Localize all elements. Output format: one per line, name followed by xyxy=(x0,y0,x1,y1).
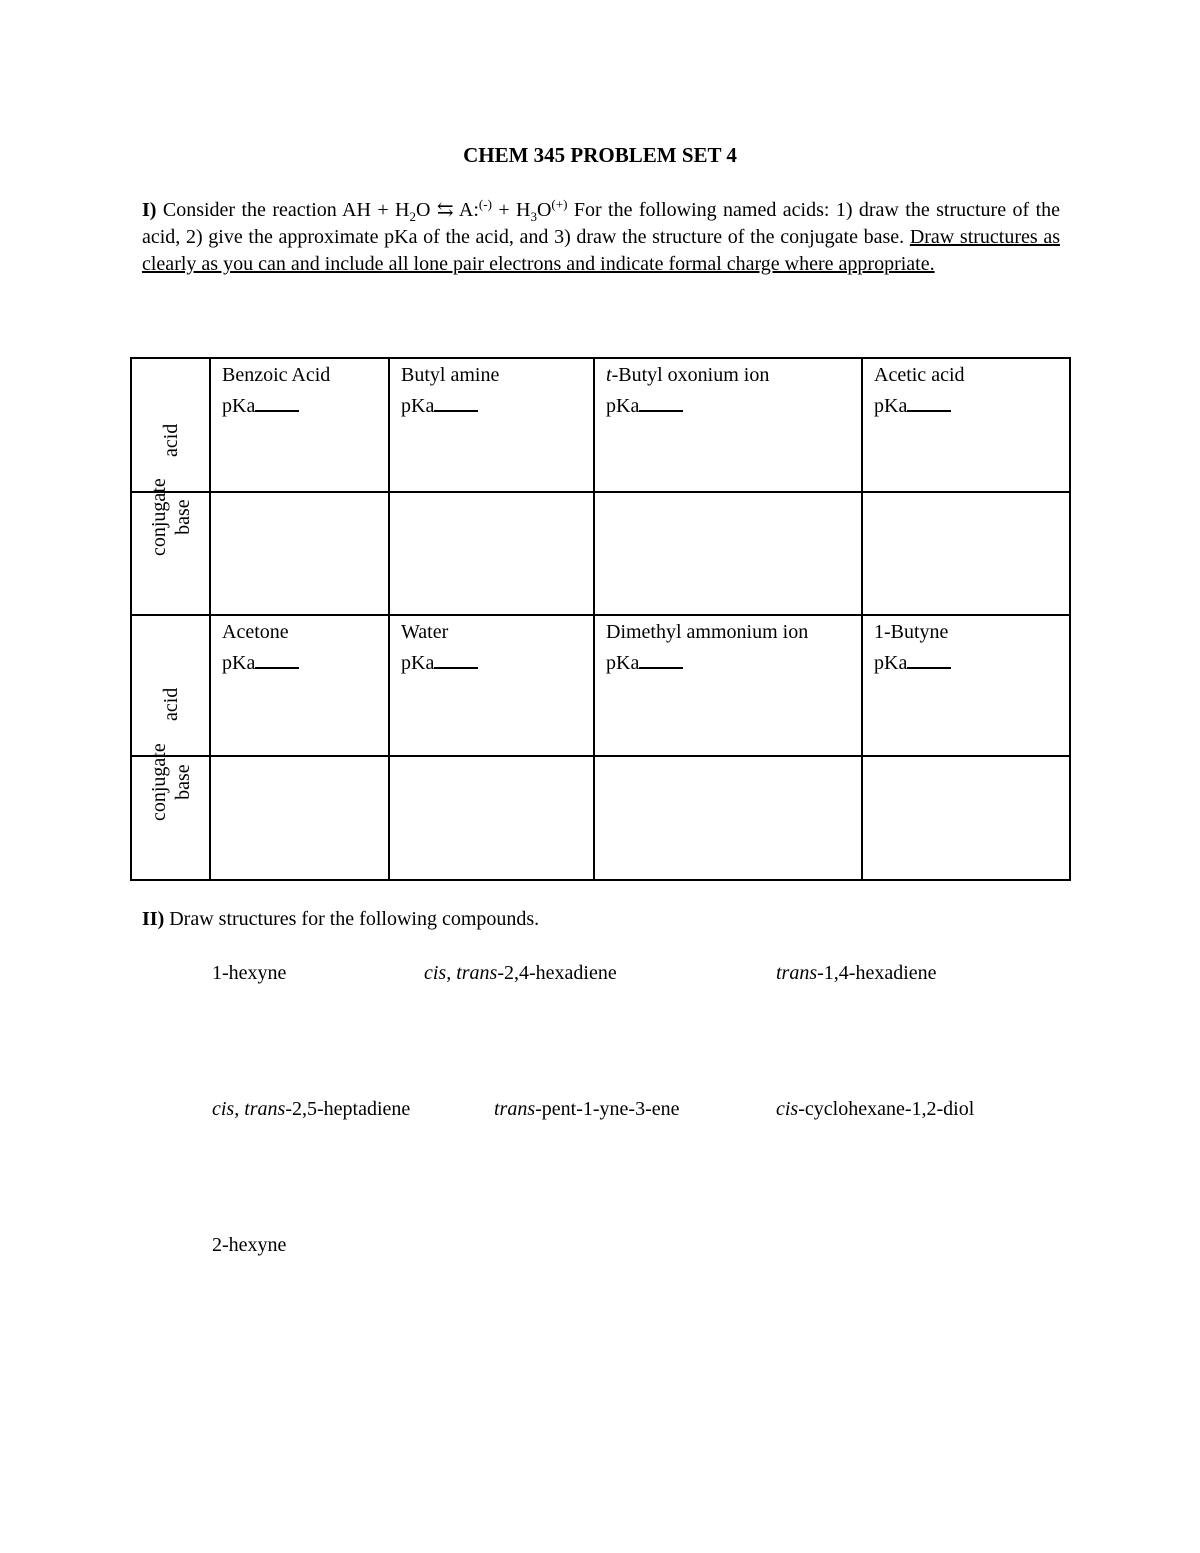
compound-italic: trans xyxy=(494,1098,536,1120)
compound-cis-trans-2-4-hexadiene xyxy=(424,962,617,985)
part2-text: Draw structures for the following compounds. xyxy=(164,908,540,930)
compound-name: 1-Butyne xyxy=(874,621,949,643)
part1-text-a: Consider the reaction AH + H xyxy=(162,199,410,221)
pka-blank[interactable] xyxy=(907,647,951,669)
part1-text-d: O xyxy=(536,199,552,221)
compound-name: Water xyxy=(401,621,449,643)
acid-label: acid xyxy=(159,423,182,457)
pka-blank[interactable] xyxy=(434,390,478,412)
superscript-minus: (-) xyxy=(478,196,492,212)
cell-benzoic-acid[interactable] xyxy=(210,358,389,492)
compound-name: Benzoic Acid xyxy=(222,364,331,386)
pka-label: pKa xyxy=(874,395,908,417)
part1-instructions xyxy=(142,197,1060,278)
superscript-plus: (+) xyxy=(551,196,568,212)
drawing-cell[interactable] xyxy=(862,492,1070,615)
pka-label: pKa xyxy=(401,395,435,417)
compound-2-hexyne xyxy=(212,1234,286,1257)
compound-text: -1,4-hexadiene xyxy=(817,962,937,984)
drawing-cell[interactable] xyxy=(389,756,594,880)
pka-label: pKa xyxy=(222,395,256,417)
pka-blank[interactable] xyxy=(907,390,951,412)
compound-italic: trans xyxy=(776,962,818,984)
pka-label: pKa xyxy=(401,652,435,674)
conjugate-label-line2: base xyxy=(171,499,194,535)
part1-text-e: For the following named acids: 1) draw the structure of the acid, 2) give the approximate pKa of the acid, and 3) draw the structure of the conjugate base. xyxy=(142,199,1060,248)
conjugate-base-row-1 xyxy=(131,492,1070,615)
compound-name: Dimethyl ammonium ion xyxy=(606,621,809,643)
compound-text: 1-hexyne xyxy=(212,962,287,984)
row-label-conjugate-base xyxy=(131,478,210,615)
cell-1-butyne[interactable] xyxy=(862,615,1070,756)
pka-label: pKa xyxy=(606,395,640,417)
part1-text-b: O ⇆ A: xyxy=(415,199,479,221)
pka-label: pKa xyxy=(222,652,256,674)
pka-field[interactable] xyxy=(222,647,388,678)
cell-t-butyl-oxonium-ion[interactable] xyxy=(594,358,862,492)
compound-text: -2,5-heptadiene xyxy=(285,1098,411,1120)
pka-blank[interactable] xyxy=(255,647,299,669)
acid-base-table xyxy=(130,357,1071,881)
compound-text: -2,4-hexadiene xyxy=(497,962,617,984)
compound-trans-pent-1-yne-3-ene xyxy=(494,1098,680,1121)
acid-row-1 xyxy=(131,358,1070,492)
conjugate-base-label xyxy=(147,743,195,821)
drawing-cell[interactable] xyxy=(210,756,389,880)
conjugate-label-line1: conjugate xyxy=(147,743,170,821)
cell-acetone[interactable] xyxy=(210,615,389,756)
compound-1-hexyne xyxy=(212,962,286,985)
compound-text: 2-hexyne xyxy=(212,1234,287,1256)
compound-name: Butyl amine xyxy=(401,364,500,386)
conjugate-label-line2: base xyxy=(171,764,194,800)
page-title: CHEM 345 PROBLEM SET 4 xyxy=(463,143,737,167)
conjugate-base-row-2 xyxy=(131,756,1070,880)
compound-italic: cis, trans xyxy=(212,1098,286,1120)
row-label-acid xyxy=(131,615,210,756)
compound-italic: cis xyxy=(776,1098,799,1120)
cell-dimethyl-ammonium-ion[interactable] xyxy=(594,615,862,756)
drawing-cell[interactable] xyxy=(594,756,862,880)
pka-field[interactable] xyxy=(874,647,1069,678)
pka-field[interactable] xyxy=(401,390,593,421)
compound-cis-cyclohexane-1-2-diol xyxy=(776,1098,974,1121)
compound-name-rest: -Butyl oxonium ion xyxy=(611,364,770,386)
compound-name: Acetic acid xyxy=(874,364,965,386)
pka-field[interactable] xyxy=(222,390,388,421)
compound-text: -pent-1-yne-3-ene xyxy=(535,1098,680,1120)
part2-heading xyxy=(142,908,539,931)
pka-blank[interactable] xyxy=(255,390,299,412)
row-label-conjugate-base xyxy=(131,743,210,880)
cell-acetic-acid[interactable] xyxy=(862,358,1070,492)
part2-label: II) xyxy=(142,908,165,930)
drawing-cell[interactable] xyxy=(210,492,389,615)
compound-cis-trans-2-5-heptadiene xyxy=(212,1098,410,1121)
compound-italic: cis, trans xyxy=(424,962,498,984)
pka-field[interactable] xyxy=(401,647,593,678)
pka-label: pKa xyxy=(874,652,908,674)
cell-butyl-amine[interactable] xyxy=(389,358,594,492)
compound-text: -cyclohexane-1,2-diol xyxy=(798,1098,975,1120)
compound-name xyxy=(606,361,861,390)
pka-field[interactable] xyxy=(606,647,861,678)
pka-blank[interactable] xyxy=(639,390,683,412)
drawing-cell[interactable] xyxy=(594,492,862,615)
pka-blank[interactable] xyxy=(639,647,683,669)
part1-underlined: Draw structures as clearly as you can and include all lone pair electrons and indicate formal charge where appropriate. xyxy=(142,226,1060,275)
subscript-2: 2 xyxy=(409,209,416,224)
pka-label: pKa xyxy=(606,652,640,674)
part1-label: I) xyxy=(142,199,157,221)
acid-row-2 xyxy=(131,615,1070,756)
pka-field[interactable] xyxy=(874,390,1069,421)
drawing-cell[interactable] xyxy=(862,756,1070,880)
pka-field[interactable] xyxy=(606,390,861,421)
compound-trans-1-4-hexadiene xyxy=(776,962,937,985)
row-label-acid xyxy=(131,358,210,492)
compound-name-italic: t xyxy=(606,364,612,386)
acid-label: acid xyxy=(159,687,182,721)
part1-text-c: + H xyxy=(491,199,531,221)
cell-water[interactable] xyxy=(389,615,594,756)
conjugate-base-label xyxy=(147,478,195,556)
pka-blank[interactable] xyxy=(434,647,478,669)
conjugate-label-line1: conjugate xyxy=(147,478,170,556)
drawing-cell[interactable] xyxy=(389,492,594,615)
subscript-3: 3 xyxy=(530,209,537,224)
compound-name: Acetone xyxy=(222,621,289,643)
